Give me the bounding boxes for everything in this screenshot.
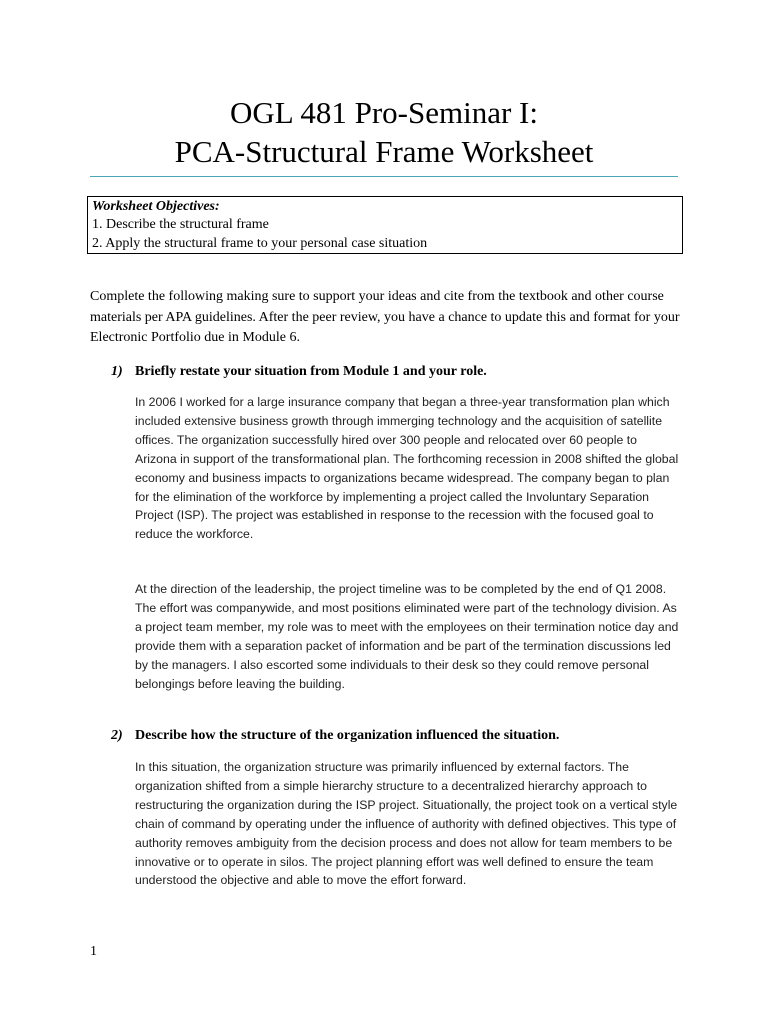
- question-text: Briefly restate your situation from Module 1 and your role.: [135, 364, 487, 379]
- question-number: 1): [111, 364, 123, 379]
- objectives-heading: Worksheet Objectives:: [92, 199, 220, 214]
- intro-paragraph: Complete the following making sure to support your ideas and cite from the textbook and other course materials per APA guidelines. After the peer review, you have a chance to update this and format for your Electronic Portfolio due in Module 6.: [90, 289, 680, 346]
- page-number: 1: [90, 944, 97, 959]
- answer-paragraph: At the direction of the leadership, the project timeline was to be completed by the end of Q1 2008. The effort was companywide, and most positions eliminated were part of the technology division. As a project team member, my role was to meet with the employees on their termination notice day and provide them with a separation packet of information and be part of the termination discussions led by the managers. I also escorted some individuals to their desk so they could remove personal belongings before leaving the building.: [135, 582, 679, 691]
- title-line-2: PCA-Structural Frame Worksheet: [174, 134, 594, 169]
- title-divider: [90, 176, 678, 177]
- objective-item: 1. Describe the structural frame: [92, 217, 269, 233]
- title-line-1: OGL 481 Pro-Seminar I:: [230, 95, 538, 130]
- question-text: Describe how the structure of the organization influenced the situation.: [135, 728, 560, 743]
- objectives-box: [87, 196, 683, 254]
- page-title: [90, 93, 678, 171]
- question-number: 2): [111, 728, 123, 743]
- objective-item: 2. Apply the structural frame to your personal case situation: [92, 235, 428, 251]
- answer-paragraph: In 2006 I worked for a large insurance company that began a three-year transformation plan which included extensive business growth through immerging technology and the acquisition of satellite offices. The organization successfully hired over 300 people and relocated over 60 people to Arizona in support of the transformational plan. The forthcoming recession in 2008 shifted the global economy and business impacts to organizations became widespread. The company began to plan for the elimination of the workforce by implementing a project called the Involuntary Separation Project (ISP). The project was established in response to the recession with the focused goal to reduce the workforce.: [135, 395, 679, 542]
- answer-paragraph: In this situation, the organization structure was primarily influenced by external factors. The organization shifted from a simple hierarchy structure to a decentralized hierarchy approach to restructuring the organization during the ISP project. Situationally, the project took on a vertical style chain of command by operating under the influence of authority with defined objectives. This type of authority removes ambiguity from the decision process and does not allow for team members to be innovative or to operate in silos. The project planning effort was well defined to ensure the team understood the objective and able to move the effort forward.: [135, 760, 678, 888]
